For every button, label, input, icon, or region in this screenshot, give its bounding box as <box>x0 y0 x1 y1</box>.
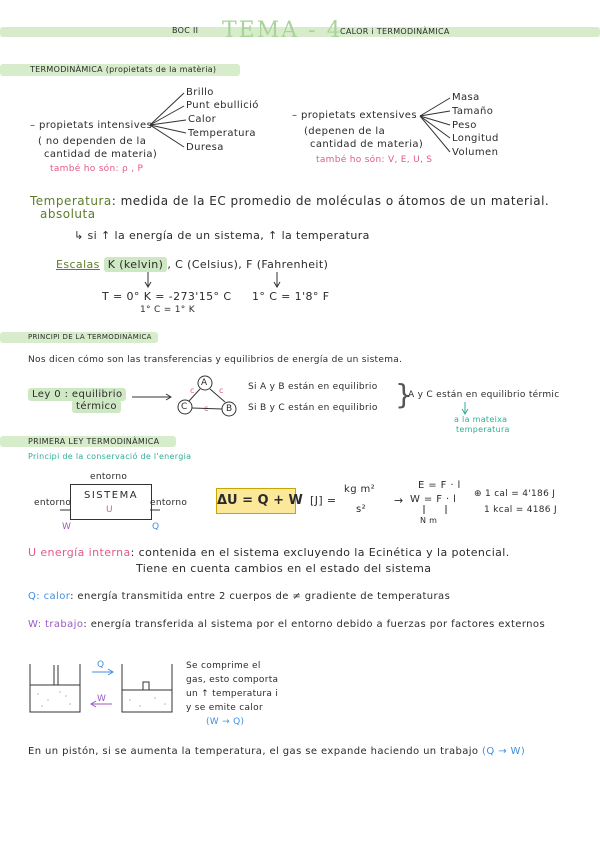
entorno-left: entorno <box>34 498 72 508</box>
principle-intro: Nos dicen cómo son las transferencias y equilibrios de energía de un sistema. <box>28 355 403 365</box>
topic-label: CALOR i TERMODINÀMICA <box>340 27 450 36</box>
same-temp-1: a la mateixa <box>454 415 508 424</box>
work-w: W <box>62 522 72 532</box>
extensive-item: Volumen <box>452 147 499 158</box>
work-eq: W = F · l <box>410 494 457 505</box>
statement-bc: Si B y C están en equilibrio <box>248 403 378 413</box>
node-a: A <box>201 378 208 388</box>
first-law-formula: ΔU = Q + W <box>216 488 296 514</box>
units-lhs: [J] = <box>310 494 337 507</box>
heat-q: Q <box>152 522 160 532</box>
extensive-sub2: cantidad de materia) <box>310 139 424 150</box>
celsius-kelvin: 1° C = 1° K <box>140 305 195 315</box>
temperature-term: Temperatura <box>30 194 112 208</box>
def-work: W: trabajo: energía transferida al sistema por el entorno debido a fuerzas por factores externos <box>28 619 546 630</box>
def-heat: Q: calor: energía transmitida entre 2 cuerpos de ≠ gradiente de temperaturas <box>28 591 451 602</box>
units-den: s² <box>356 504 367 515</box>
page-title: TEMA - 4 <box>222 18 343 43</box>
compress-note: gas, esto comporta <box>186 675 279 685</box>
final-note: En un pistón, si se aumenta la temperatura, el gas se expande haciendo un trabajo (Q → W) <box>28 746 526 757</box>
edge-label: c <box>219 386 224 395</box>
conclusion: A y C están en equilibrio térmic <box>408 390 560 400</box>
extensive-item: Peso <box>452 120 477 131</box>
intensive-item: Brillo <box>186 87 214 98</box>
extensive-sub1: (depenen de la <box>304 126 386 137</box>
intensive-sub2: cantidad de materia) <box>44 149 158 160</box>
system-label: SISTEMA <box>84 490 139 501</box>
extensive-label: – propietats extensives <box>292 110 417 121</box>
statement-ab: Si A y B están en equilibrio <box>248 382 378 392</box>
first-law-sub: Principi de la conservació de l'energia <box>28 452 192 461</box>
section-heading: TERMODINÀMICA (propietats de la matèria) <box>30 65 217 74</box>
temperature-absolute: absoluta <box>40 207 96 221</box>
cal-conv-2: 1 kcal = 4186 J <box>484 505 557 515</box>
extensive-item: Masa <box>452 92 480 103</box>
principle-heading: PRINCIPI DE LA TERMODINÀMICA <box>28 333 152 341</box>
intensive-note: també ho són: ρ , P <box>50 164 144 174</box>
intensive-label: – propietats intensives <box>30 120 153 131</box>
kelvin-zero: T = 0° K = -273'15° C <box>102 290 232 303</box>
temperature-definition: Temperatura: medida de la EC promedio de moléculas o átomos de un material. <box>30 194 550 208</box>
edge-label: c <box>190 386 195 395</box>
intensive-item: Temperatura <box>188 128 256 139</box>
intensive-sub1: ( no dependen de la <box>38 136 147 147</box>
temperature-note: ↳ si ↑ la energía de un sistema, ↑ la temperatura <box>74 229 370 242</box>
first-law-heading: PRIMERA LEY TERMODINÀMICA <box>28 437 160 446</box>
internal-energy-u: U <box>106 505 113 515</box>
course-label: BOC II <box>172 26 199 35</box>
entorno-right: entorno <box>150 498 188 508</box>
piston-w-label: W <box>97 694 107 704</box>
compress-note: Se comprime el <box>186 661 261 671</box>
work-units: N m <box>420 516 438 525</box>
extensive-note: també ho són: V, E, U, S <box>316 155 433 165</box>
compress-note-paren: (W → Q) <box>206 717 245 727</box>
node-b: B <box>226 404 233 414</box>
law-zero: Ley 0 : equilibrio <box>28 389 126 400</box>
intensive-item: Duresa <box>186 142 224 153</box>
cal-conv-1: ⊕ 1 cal = 4'186 J <box>474 489 556 499</box>
entorno-top: entorno <box>90 472 128 482</box>
piston-q-label: Q <box>97 660 105 670</box>
celsius-fahrenheit: 1° C = 1'8° F <box>252 290 330 303</box>
energy-eq: E = F · l <box>418 480 461 491</box>
law-zero-2: térmico <box>72 401 121 412</box>
units-num: kg m² <box>344 484 376 495</box>
extensive-item: Tamaño <box>452 106 494 117</box>
def-internal-energy-2: Tiene en cuenta cambios en el estado del sistema <box>136 562 432 575</box>
compress-note: un ↑ temperatura i <box>186 689 279 699</box>
def-internal-energy: U energía interna: contenida en el sistema excluyendo la Ecinética y la potencial. <box>28 546 510 559</box>
units-arrow: → <box>394 494 404 507</box>
same-temp-2: temperatura <box>456 425 510 434</box>
node-c: C <box>181 402 188 412</box>
extensive-item: Longitud <box>452 133 499 144</box>
compress-note: y se emite calor <box>186 703 263 713</box>
brace: } <box>395 378 413 411</box>
intensive-item: Calor <box>188 114 217 125</box>
edge-label: c <box>204 404 209 413</box>
scales-line: Escalas K (kelvin) , C (Celsius), F (Fahrenheit) <box>56 258 329 271</box>
intensive-item: Punt ebullició <box>186 100 259 111</box>
